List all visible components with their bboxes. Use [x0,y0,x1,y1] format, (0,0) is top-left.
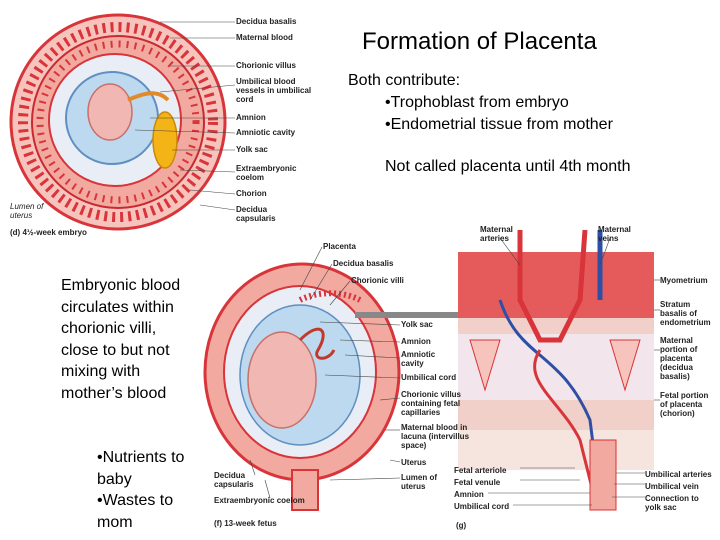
label-maternal-veins: Maternal veins [598,225,631,243]
label-lumen-of-uterus-d: Lumen of uterus [10,202,44,220]
label-umbilical-blood-vessels: Umbilical blood vessels in umbilical cord [236,77,312,104]
label-uterus: Uterus [401,458,427,467]
label-stratum-basalis: Stratum basalis of endometrium [660,300,711,327]
label-amnion-g: Amnion [454,490,484,499]
intro-text: Both contribute: [348,72,461,89]
label-myometrium: Myometrium [660,276,708,285]
sub-bullet-nutrients: •Nutrients to baby [97,449,185,488]
caption-figure-g: (g) [456,521,467,530]
label-maternal-blood-lacuna: Maternal blood in lacuna (intervillus space) [401,423,470,450]
label-umbilical-arteries: Umbilical arteries [645,470,712,479]
label-amnion-f: Amnion [401,337,431,346]
label-placenta: Placenta [323,242,356,251]
label-fetal-portion-placenta: Fetal portion of placenta (chorion) [660,391,709,418]
label-connection-to-yolk-sac: Connection to yolk sac [645,494,699,512]
placenta-note: Not called placenta until 4th month [385,158,631,175]
label-chorion: Chorion [236,189,267,198]
label-chorionic-villus-fetal-capillaries: Chorionic villus containing fetal capillaries [401,390,462,417]
label-decidua-basalis-f: Decidua basalis [333,259,394,268]
label-umbilical-vein: Umbilical vein [645,482,699,491]
bullet-trophoblast: •Trophoblast from embryo [385,94,569,111]
label-maternal-blood: Maternal blood [236,33,293,42]
figure-d-embryo-drawing [11,15,235,229]
label-chorionic-villus: Chorionic villus [236,61,297,70]
label-lumen-of-uterus-f: Lumen of uterus [401,473,437,491]
caption-figure-f: (f) 13-week fetus [214,519,277,528]
label-decidua-basalis: Decidua basalis [236,17,297,26]
caption-figure-d: (d) 4½-week embryo [10,228,87,237]
label-umbilical-cord-g: Umbilical cord [454,502,510,511]
label-decidua-capsularis-f: Decidua capsularis [214,471,254,489]
label-yolk-sac-d: Yolk sac [236,145,268,154]
bullet-endometrial: •Endometrial tissue from mother [385,116,613,133]
blood-circulation-text: Embryonic blood circulates within chorionic villi, close to but not mixing with mother’s blood [61,277,181,402]
label-chorionic-villi: Chorionic villi [351,276,404,285]
label-umbilical-cord-f: Umbilical cord [401,373,457,382]
label-fetal-arteriole: Fetal arteriole [454,466,507,475]
label-fetal-venule: Fetal venule [454,478,501,487]
label-yolk-sac-f: Yolk sac [401,320,433,329]
label-amniotic-cavity-d: Amniotic cavity [236,128,296,137]
label-maternal-portion-placenta: Maternal portion of placenta (decidua basalis) [660,336,698,381]
label-extraembryonic-coelom-f: Extraembryonic coelom [214,496,305,505]
sub-bullet-wastes: •Wastes to mom [97,492,174,531]
label-maternal-arteries: Maternal arteries [480,225,513,243]
label-amniotic-cavity-f: Amniotic cavity [401,350,436,368]
label-decidua-capsularis-d: Decidua capsularis [236,205,276,223]
label-extraembryonic-coelom-d: Extraembryonic coelom [236,164,297,182]
label-amnion-d: Amnion [236,113,266,122]
slide-title: Formation of Placenta [362,28,597,55]
